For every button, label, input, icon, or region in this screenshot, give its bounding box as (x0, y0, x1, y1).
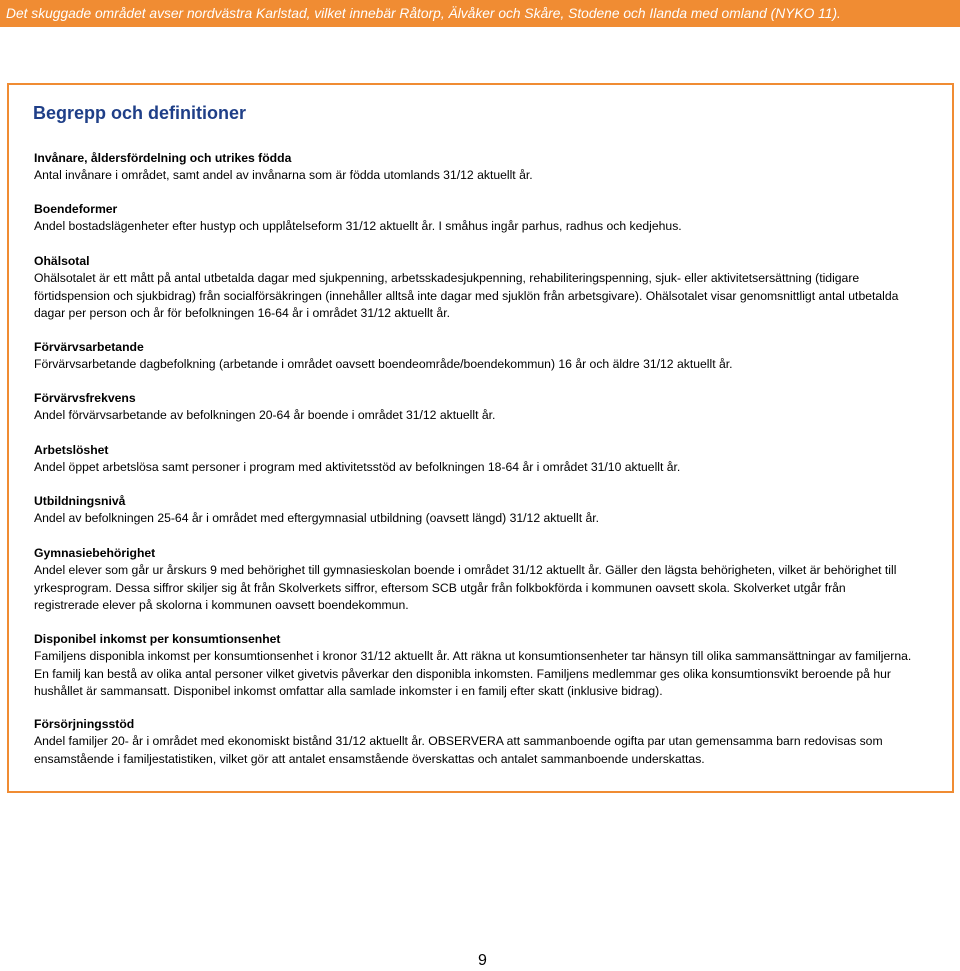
definition-arbetsloshet (34, 442, 914, 477)
definition-title: Förvärvsfrekvens (34, 391, 136, 405)
definition-text: Andel förvärvsarbetande av befolkningen 20-64 år boende i området 31/12 aktuellt år. (34, 408, 496, 423)
definition-disponibel-inkomst (34, 631, 914, 701)
definition-forvarvsfrekvens (34, 390, 914, 425)
definition-boendeformer (34, 201, 914, 236)
definition-gymnasiebehorighet (34, 545, 914, 615)
definition-text: Andel bostadslägenheter efter hustyp och upplåtelseform 31/12 aktuellt år. I småhus ingår parhus, radhus och kedjehus. (34, 219, 682, 234)
definition-title: Disponibel inkomst per konsumtionsenhet (34, 632, 281, 646)
definition-invanare (34, 150, 914, 185)
definition-text: Andel elever som går ur årskurs 9 med behörighet till gymnasieskolan boende i området 31/12 aktuellt år. Gäller den lägsta behörigheten, vilket är behörighet till yrkesprogram. Dessa siffror skiljer sig åt från Skolverkets siffror, eftersom SCB utgår från folkbokförda i kommunen oavsett skola. Skolverket utgår från registrerade elever på skolorna i kommunen oavsett boendekommun. (34, 563, 897, 613)
definition-text: Antal invånare i området, samt andel av invånarna som är födda utomlands 31/12 aktuellt år. (34, 168, 533, 183)
definition-title: Invånare, åldersfördelning och utrikes födda (34, 151, 292, 165)
definition-forvarvsarbetande (34, 339, 914, 374)
definition-text: Andel öppet arbetslösa samt personer i program med aktivitetsstöd av befolkningen 18-64 år i området 31/10 aktuellt år. (34, 460, 681, 475)
definition-text: Förvärvsarbetande dagbefolkning (arbetande i området oavsett boendeområde/boendekommun) 16 år och äldre 31/12 aktuellt år. (34, 357, 733, 372)
header-banner: Det skuggade området avser nordvästra Karlstad, vilket innebär Råtorp, Älvåker och Skåre, Stodene och Ilanda med omland (NYKO 11). (0, 0, 960, 27)
definition-title: Försörjningsstöd (34, 717, 135, 731)
definition-text: Familjens disponibla inkomst per konsumtionsenhet i kronor 31/12 aktuellt år. Att räkna ut konsumtionsenheter tar hänsyn till olika sammansättningar av familjerna. En familj kan bestå av olika antal personer vilket givetvis påverkar den disponibla inkomsten. Familjens medlemmar ges olika konsumtionsvikt beroende på hur hushållet är sammansatt. Disponibel inkomst omfattar alla samlade inkomster i en familj efter skatt (inklusive bidrag). (34, 649, 912, 699)
definition-forsorjningsstod (34, 716, 914, 768)
definition-text: Ohälsotalet är ett mått på antal utbetalda dagar med sjukpenning, arbetsskadesjukpenning, rehabiliteringspenning, sjuk- eller aktivitetsersättning (tidigare förtidspension och sjukbidrag) från socialförsäkringen (innehåller alltså inte dagar med sjuklön från arbetsgivare). Ohälsotalet visar genomsnittligt antal utbetalda dagar per person och år för befolkningen 16-64 år i området 31/12 aktuellt år. (34, 271, 899, 321)
definition-title: Boendeformer (34, 202, 118, 216)
section-heading: Begrepp och definitioner (33, 103, 247, 123)
definition-text: Andel av befolkningen 25-64 år i området med eftergymnasial utbildning (oavsett längd) 31/12 aktuellt år. (34, 511, 600, 526)
page-number: 9 (478, 952, 487, 969)
definition-title: Ohälsotal (34, 254, 90, 268)
definition-title: Arbetslöshet (34, 443, 109, 457)
definition-title: Gymnasiebehörighet (34, 546, 156, 560)
definition-ohalsotal (34, 253, 914, 323)
definition-title: Utbildningsnivå (34, 494, 126, 508)
definition-title: Förvärvsarbetande (34, 340, 144, 354)
definition-utbildningsniva (34, 493, 914, 528)
definition-text: Andel familjer 20- år i området med ekonomiskt bistånd 31/12 aktuellt år. OBSERVERA att sammanboende ogifta par utan gemensamma barn redovisas som ensamstående i familjestatistiken, vilket gör att antalet ensamstående överskattas och antalet sammanboende underskattas. (34, 734, 883, 766)
